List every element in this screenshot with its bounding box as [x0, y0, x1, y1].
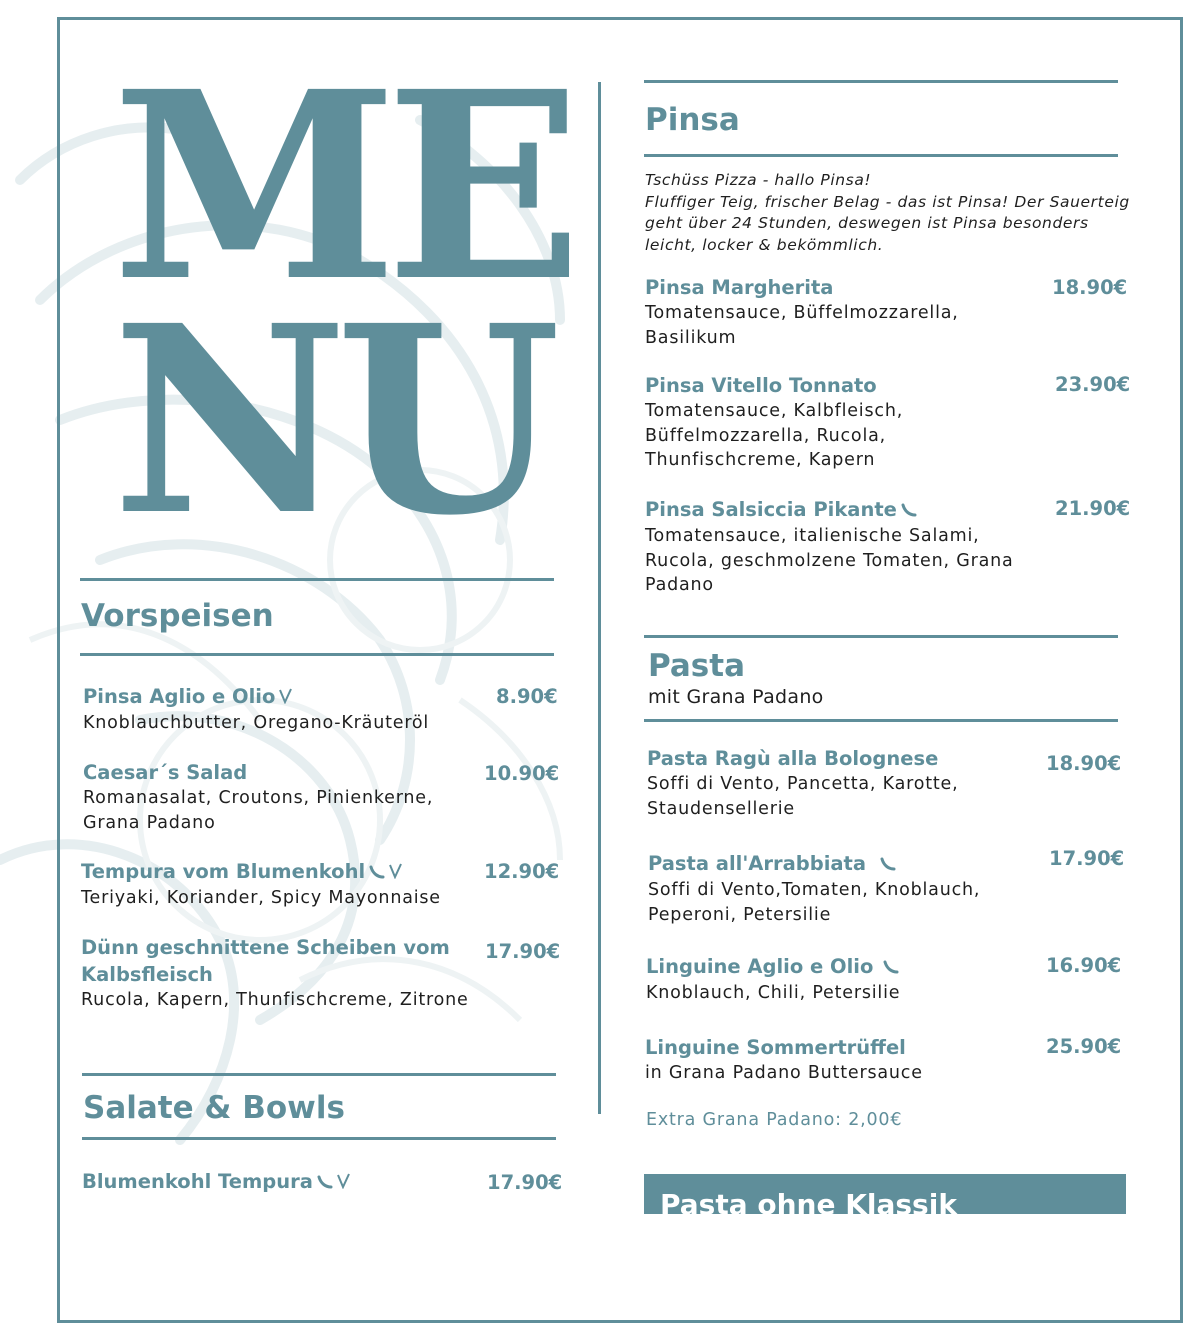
pasta-bottom-rule [644, 719, 1118, 722]
salate-top-rule [82, 1073, 556, 1076]
menu-item-caesars-salad [83, 759, 433, 835]
item-price: 8.90€ [496, 685, 558, 708]
vegetarian-icon [389, 859, 403, 886]
menu-item-pinsa-vitello-tonnato [645, 372, 903, 473]
pinsa-heading: Pinsa [645, 102, 740, 138]
chili-icon [901, 497, 917, 524]
chili-icon [317, 1169, 333, 1196]
item-description: Knoblauchbutter, Oregano-Kräuteröl [83, 713, 430, 733]
intro-line: leicht, locker & bekömmlich. [645, 235, 884, 254]
menu-title-line-2: NU [112, 269, 549, 572]
pinsa-top-rule [644, 80, 1118, 83]
item-name: Pinsa Salsiccia Pikante [645, 498, 897, 521]
intro-line: geht über 24 Stunden, deswegen ist Pinsa besonders [645, 214, 1089, 232]
menu-item-kalbsfleisch [81, 934, 469, 1013]
menu-item-pinsa-aglio-e-olio [83, 683, 429, 736]
item-name: Tempura vom Blumenkohl [81, 860, 366, 883]
item-description: Basilikum [645, 327, 737, 348]
salate-bottom-rule [82, 1137, 556, 1140]
chili-icon [883, 954, 899, 981]
item-description: Soffi di Vento,Tomaten, Knoblauch, [648, 880, 981, 900]
item-price: 17.90€ [1049, 847, 1125, 870]
pasta-heading: Pasta [648, 648, 745, 684]
item-description: Peperoni, Petersilie [648, 904, 832, 925]
item-description: Tomatensauce, Kalbfleisch, [645, 401, 904, 421]
vorspeisen-top-rule [80, 578, 554, 581]
pasta-top-rule [644, 635, 1118, 638]
menu-item-pinsa-salsiccia-pikante [645, 496, 1014, 598]
next-section-heading: Pasta ohne Klassik [660, 1188, 957, 1221]
menu-item-tempura-vom-blumenkohl [81, 858, 441, 911]
menu-item-pinsa-margherita [645, 274, 959, 350]
item-price: 12.90€ [484, 860, 560, 883]
item-description: Grana Padano [83, 812, 216, 833]
chili-icon [880, 851, 896, 878]
item-price: 21.90€ [1055, 497, 1131, 520]
item-description: Staudensellerie [647, 798, 795, 819]
intro-line: Fluffiger Teig, frischer Belag - das ist Pinsa! Der Sauerteig [645, 192, 1130, 211]
item-description: Soffi di Vento, Pancetta, Karotte, [647, 774, 959, 794]
item-description: Knoblauch, Chili, Petersilie [646, 983, 901, 1003]
pinsa-intro [645, 170, 1155, 256]
vegetarian-icon [279, 684, 293, 711]
item-name: Dünn geschnittene Scheiben vom [81, 936, 450, 959]
menu-item-linguine-aglio-e-olio [646, 953, 900, 1006]
item-name: Pasta Ragù alla Bolognese [647, 747, 939, 770]
item-description: Thunfischcreme, Kapern [645, 450, 876, 470]
menu-item-linguine-sommertrueffel [645, 1034, 923, 1086]
item-price: 25.90€ [1046, 1035, 1122, 1058]
salate-heading: Salate & Bowls [83, 1090, 345, 1126]
item-description: Büffelmozzarella, Rucola, [645, 425, 886, 446]
item-name: Pinsa Aglio e Olio [83, 685, 276, 708]
item-price: 16.90€ [1046, 954, 1122, 977]
item-description: Tomatensauce, italienische Salami, [645, 526, 980, 546]
vorspeisen-bottom-rule [80, 653, 554, 656]
pasta-subheading: mit Grana Padano [648, 686, 824, 708]
next-section-banner [644, 1174, 1126, 1221]
item-description: Tomatensauce, Büffelmozzarella, [645, 303, 959, 323]
item-price: 17.90€ [487, 1171, 563, 1194]
menu-item-blumenkohl-tempura [82, 1168, 351, 1196]
item-price: 23.90€ [1055, 373, 1131, 396]
item-name: Linguine Sommertrüffel [645, 1036, 906, 1059]
item-name: Kalbsfleisch [81, 963, 213, 986]
menu-item-pasta-ragu-alla-bolognese [647, 745, 958, 821]
item-name: Linguine Aglio e Olio [646, 955, 874, 978]
chili-icon [369, 859, 385, 886]
intro-line: Tschüss Pizza - hallo Pinsa! [645, 171, 872, 189]
extra-note: Extra Grana Padano: 2,00€ [646, 1110, 903, 1130]
item-price: 18.90€ [1052, 276, 1128, 299]
item-name: Caesar´s Salad [83, 761, 248, 784]
item-name: Pinsa Margherita [645, 276, 834, 299]
item-description: Rucola, geschmolzene Tomaten, Grana [645, 550, 1014, 571]
item-name: Pasta all'Arrabbiata [648, 852, 867, 875]
item-description: Rucola, Kapern, Thunfischcreme, Zitrone [81, 990, 469, 1010]
item-description: in Grana Padano Buttersauce [645, 1063, 923, 1083]
item-description: Romanasalat, Croutons, Pinienkerne, [83, 788, 434, 808]
item-description: Teriyaki, Koriander, Spicy Mayonnaise [81, 888, 441, 908]
item-name: Pinsa Vitello Tonnato [645, 374, 877, 397]
vorspeisen-heading: Vorspeisen [81, 598, 274, 634]
column-divider [598, 82, 601, 1114]
menu-item-pasta-all-arrabbiata [648, 850, 980, 927]
item-price: 10.90€ [484, 762, 560, 785]
item-name: Blumenkohl Tempura [82, 1170, 313, 1193]
pinsa-bottom-rule [644, 154, 1118, 157]
vegetarian-icon [337, 1169, 351, 1196]
item-description: Padano [645, 575, 714, 595]
menu-title-line-1: ME [112, 35, 571, 338]
item-price: 17.90€ [485, 940, 561, 963]
item-price: 18.90€ [1046, 752, 1122, 775]
